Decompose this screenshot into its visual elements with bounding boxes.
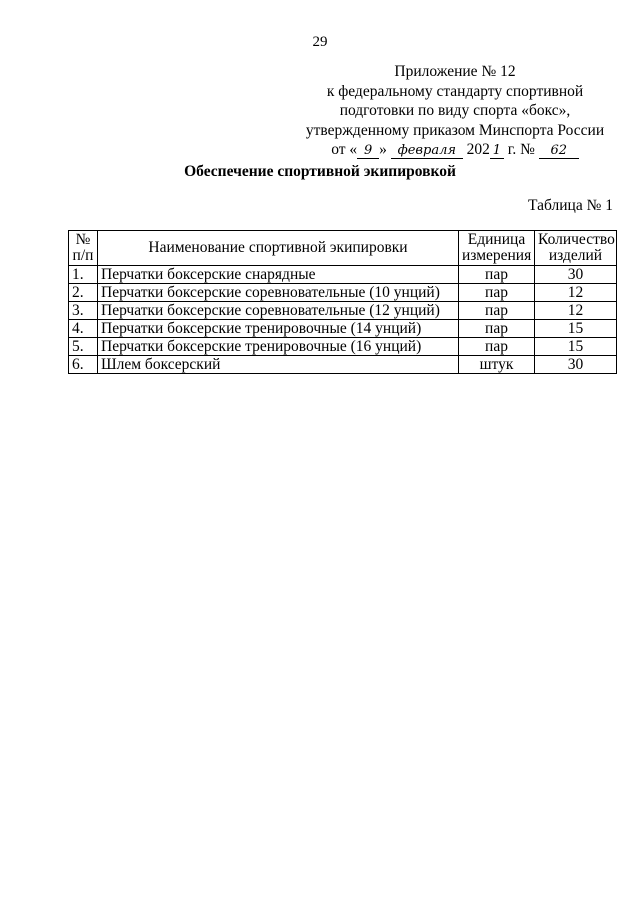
header-qty-line-1: Количество (538, 231, 615, 248)
row-name: Перчатки боксерские тренировочные (16 унций) (98, 338, 459, 356)
row-name: Шлем боксерский (98, 356, 459, 374)
row-number: 3. (69, 302, 98, 320)
row-unit: пар (459, 338, 535, 356)
row-name: Перчатки боксерские соревновательные (10 унций) (98, 284, 459, 302)
header-unit-line-1: Единица (467, 231, 526, 248)
date-month-handwritten: февраля (391, 144, 463, 159)
row-name: Перчатки боксерские соревновательные (12 унций) (98, 302, 459, 320)
row-number: 6. (69, 356, 98, 374)
table-row (69, 320, 617, 338)
row-quantity: 30 (535, 356, 617, 374)
header-qty-line-2: изделий (548, 247, 603, 264)
row-quantity: 15 (535, 320, 617, 338)
row-unit: пар (459, 284, 535, 302)
header-unit-line-2: измерения (462, 247, 532, 264)
header-num-line-2: п/п (72, 247, 94, 264)
row-unit: штук (459, 356, 535, 374)
row-quantity: 30 (535, 266, 617, 284)
appendix-line-3: подготовки по виду спорта «бокс», (339, 102, 571, 119)
appendix-header (300, 62, 610, 160)
order-number-handwritten: 62 (539, 144, 579, 159)
date-day-handwritten: 9 (357, 144, 379, 159)
date-prefix: от « (331, 141, 358, 158)
appendix-line-2: к федеральному стандарту спортивной (326, 82, 584, 100)
appendix-date-line (300, 140, 610, 160)
table-row (69, 302, 617, 320)
row-quantity: 12 (535, 302, 617, 320)
table-row (69, 266, 617, 284)
date-after-year: г. № (507, 141, 535, 158)
row-number: 4. (69, 320, 98, 338)
row-quantity: 15 (535, 338, 617, 356)
date-after-day: » (379, 141, 387, 158)
header-qty (535, 231, 617, 266)
row-name: Перчатки боксерские снарядные (98, 266, 459, 284)
header-num (69, 231, 98, 266)
table-row (69, 338, 617, 356)
row-number: 1. (69, 266, 98, 284)
row-name: Перчатки боксерские тренировочные (14 унций) (98, 320, 459, 338)
table-header-row (69, 231, 617, 266)
table-row (69, 356, 617, 374)
date-year-digit-handwritten: 1 (490, 144, 504, 159)
date-year-prefix: 202 (466, 141, 490, 158)
row-unit: пар (459, 320, 535, 338)
equipment-table (68, 230, 617, 374)
header-num-line-1: № (75, 231, 91, 248)
header-name: Наименование спортивной экипировки (98, 231, 459, 266)
header-unit (459, 231, 535, 266)
row-unit: пар (459, 266, 535, 284)
table-label: Таблица № 1 (528, 197, 613, 214)
row-quantity: 12 (535, 284, 617, 302)
appendix-line-4: утвержденному приказом Минспорта России (305, 121, 605, 139)
table-row (69, 284, 617, 302)
row-unit: пар (459, 302, 535, 320)
page-number: 29 (312, 34, 328, 50)
appendix-line-1: Приложение № 12 (394, 63, 516, 80)
document-title: Обеспечение спортивной экипировкой (184, 163, 456, 180)
row-number: 5. (69, 338, 98, 356)
row-number: 2. (69, 284, 98, 302)
